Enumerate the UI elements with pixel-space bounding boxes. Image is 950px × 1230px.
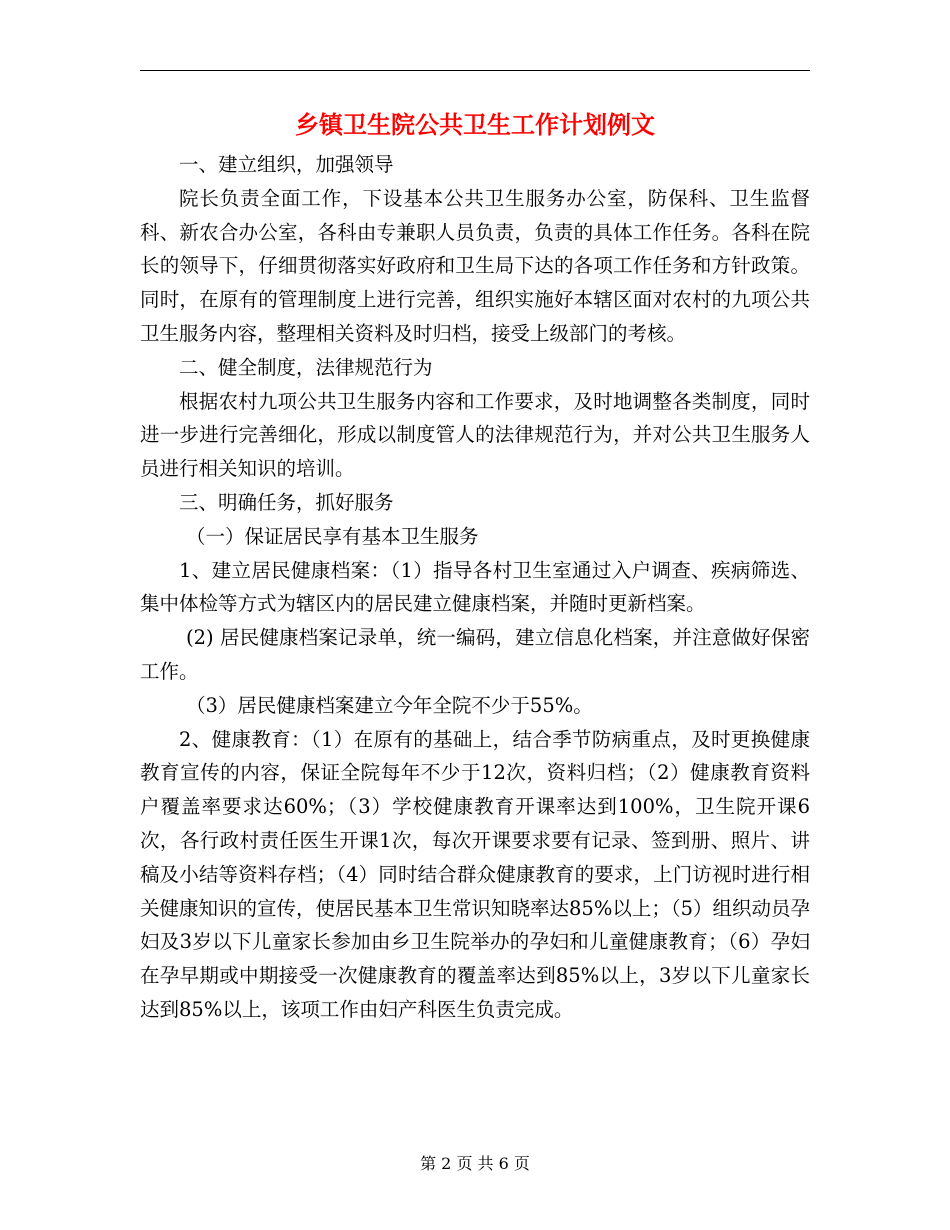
header-rule	[140, 70, 810, 71]
paragraph: （3）居民健康档案建立今年全院不少于55%。	[186, 693, 593, 717]
page-indicator: 第 2 页 共 6 页	[420, 1154, 530, 1173]
paragraph: 院长负责全面工作，下设基本公共卫生服务办公室，防保科、卫生监督科、新农合办公室，各科由专兼职人员负责，负责的具体工作任务。各科在院长的领导下，仔细贯彻落实好政府和卫生局下达的各项工作任务和方针政策。同时，在原有的管理制度上进行完善，组织实施好本辖区面对农村的九项公共卫生服务内容，整理相关资料及时归档，接受上级部门的考核。	[140, 186, 810, 345]
heading-2: 二、健全制度，法律规范行为	[179, 355, 433, 379]
heading-3: 三、明确任务，抓好服务	[179, 490, 394, 514]
document-title: 乡镇卫生院公共卫生工作计划例文	[295, 110, 655, 139]
paragraph: 1、建立居民健康档案：（1）指导各村卫生室通过入户调查、疾病筛选、集中体检等方式为辖区内的居民建立健康档案，并随时更新档案。	[140, 558, 810, 616]
paragraph: 2、健康教育：（1）在原有的基础上，结合季节防病重点，及时更换健康教育宣传的内容，保证全院每年不少于12次，资料归档；（2）健康教育资料户覆盖率要求达60%；（3）学校健康教育开课率达到100%，卫生院开课6次，各行政村责任医生开课1次，每次开课要求要有记录、签到册、照片、讲稿及小结等资料存档；（4）同时结合群众健康教育的要求，上门访视时进行相关健康知识的宣传，使居民基本卫生常识知晓率达85%以上；（5）组织动员孕妇及3岁以下儿童家长参加由乡卫生院举办的孕妇和儿童健康教育；（6）孕妇在孕早期或中期接受一次健康教育的覆盖率达到85%以上，3岁以下儿童家长达到85%以上，该项工作由妇产科医生负责完成。	[140, 727, 810, 1021]
heading-1: 一、建立组织，加强领导	[179, 153, 394, 176]
paragraph: (2) 居民健康档案记录单，统一编码，建立信息化档案，并注意做好保密工作。	[140, 626, 810, 683]
document-body	[140, 148, 810, 1027]
subheading: （一）保证居民享有基本卫生服务	[186, 524, 479, 548]
paragraph: 根据农村九项公共卫生服务内容和工作要求，及时地调整各类制度，同时进一步进行完善细化，形成以制度管人的法律规范行为，并对公共卫生服务人员进行相关知识的培训。	[140, 389, 810, 481]
